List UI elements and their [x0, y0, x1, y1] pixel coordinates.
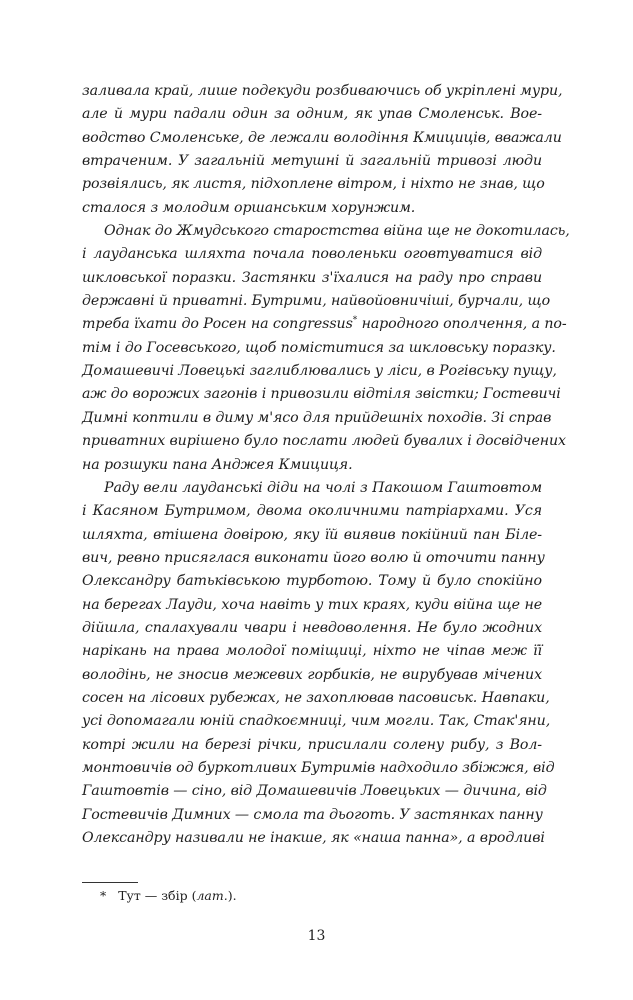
text-line: вич, ревно присяглася виконати його волю й оточити панну [82, 549, 545, 566]
text-line: і лауданська шляхта почала поволеньки оговтуватися від [82, 246, 542, 263]
text-line: Гостевичів Димних — смола та дьоготь. У застянках панну [82, 806, 543, 823]
text-line: Олександру батьківською турботою. Тому й було спокійно [82, 573, 542, 590]
footnote: * Тут — збір (лат.). [100, 888, 237, 903]
footnote-reference: * [352, 315, 358, 326]
text-line: Домашевичі Ловецькі заглиблювались у ліси, в Рогівську пущу, [82, 363, 557, 380]
text-line: Димні коптили в диму м'ясо для прийдешніх походів. Зі справ [82, 409, 552, 426]
text-line: Раду вели лауданські діди на чолі з Пакошом Гаштовтом [104, 479, 542, 496]
text-line: заливала край, лише подекуди розбиваючись об укріплені мури, [82, 83, 563, 99]
footnote-divider [82, 882, 138, 883]
text-line: але й мури падали один за одним, як упав Смоленськ. Вое- [82, 106, 542, 123]
text-line: тім і до Госевського, щоб поміститися за шкловську поразку. [82, 339, 556, 356]
footnote-language: лат. [196, 888, 228, 903]
text-line: приватних вирішено було послати людей бувалих і досвідчених [82, 433, 566, 450]
text-line: Однак до Жмудського старостства війна ще не докотилась, [104, 223, 570, 240]
text-line: аж до ворожих загонів і привозили відтіля звістки; Гостевичі [82, 386, 561, 403]
text-line: треба їхати до Росен на congressus* народного ополчення, а по- [82, 315, 567, 333]
text-line: володінь, не зносив межевих горбиків, не вирубував мічених [82, 666, 542, 683]
footnote-text: Тут — збір [118, 888, 188, 903]
text-line: сталося з молодим оршанським хорунжим. [82, 199, 416, 216]
text-line: усі допомагали юній спадкоємниці, чим могли. Так, Стак'яни, [82, 713, 551, 730]
text-line: шкловської поразки. Застянки з'їхалися на раду про справи [82, 269, 542, 286]
text-line: на берегах Лауди, хоча навіть у тих краях, куди війна ще не [82, 596, 542, 613]
text-line: Олександру називали не інакше, як «наша панна», а вродливі [82, 830, 545, 846]
text-line: шляхта, втішена довірою, яку їй виявив покійний пан Біле- [82, 526, 542, 543]
text-line: Гаштовтів — сіно, від Домашевичів Ловецьких — дичина, від [82, 783, 547, 800]
text-line: нарікань на права молодої поміщиці, ніхто не чіпав меж її [82, 643, 542, 660]
text-line: і Касяном Бутримом, двома околичними патріархами. Уся [82, 503, 542, 520]
text-line: водство Смоленське, де лежали володіння Кмициців, вважали [82, 129, 562, 146]
text-line: державні й приватні. Бутрими, найвойовничіші, бурчали, що [82, 293, 551, 310]
text-line: розвіялись, як листя, підхоплене вітром, і ніхто не знав, що [82, 176, 545, 193]
footnote-marker: * [100, 888, 107, 903]
text-line: монтовичів од буркотливих Бутримів надходило збіжжя, від [82, 759, 555, 776]
text-line: котрі жили на березі річки, присилали солену рибу, з Вол- [82, 736, 542, 753]
page-number: 13 [307, 928, 326, 944]
text-line: на розшуки пана Анджея Кмициця. [82, 456, 353, 473]
text-line: дійшла, спалахували чвари і невдоволення. Не було жодних [82, 619, 542, 636]
body-text [82, 80, 570, 850]
text-line: втраченим. У загальній метушні й загальній тривозі люди [82, 153, 542, 170]
text-line: сосен на лісових рубежах, не захоплював пасовиськ. Навпаки, [82, 689, 550, 706]
